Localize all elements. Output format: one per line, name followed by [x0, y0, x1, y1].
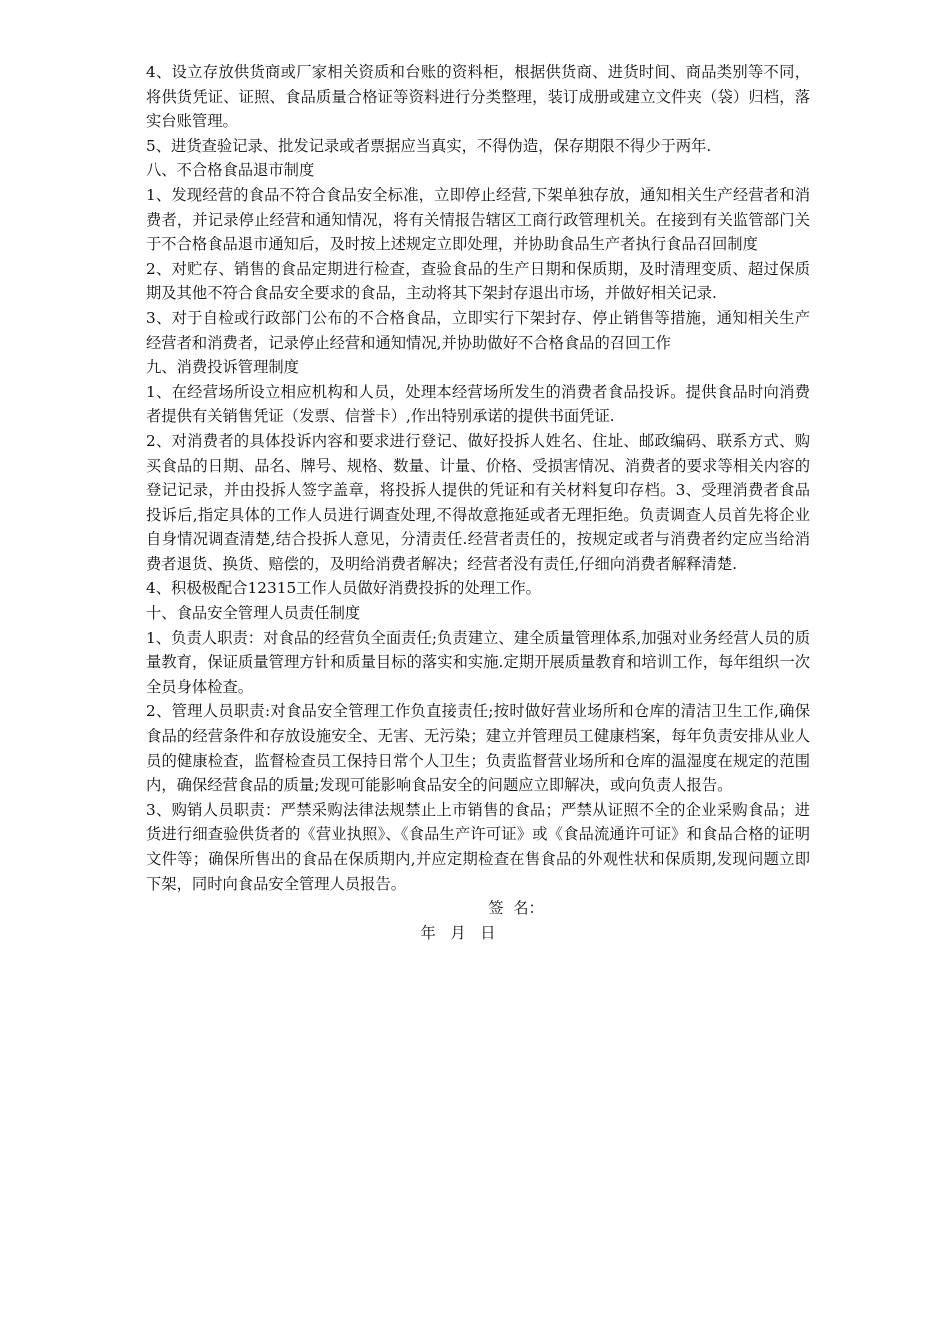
date-line: 年 月 日 — [420, 923, 496, 942]
body-paragraph: 1、在经营场所设立相应机构和人员，处理本经营场所发生的消费者食品投诉。提供食品时向消费者提供有关销售凭证（发票、信誉卡）,作出特别承诺的提供书面凭证. — [146, 382, 810, 426]
body-paragraph: 2、管理人员职责:对食品安全管理工作负直接责任;按时做好营业场所和仓库的清洁卫生工作,确保食品的经营条件和存放设施安全、无害、无污染；建立并管理员工健康档案，每年负责安排从业人员的健康检查，监督检查员工保持日常个人卫生；负责监督营业场所和仓库的温湿度在规定的范围内，确保经营食品的质量;发现可能影响食品安全的问题应立即解决，或向负责人报告。 — [146, 702, 810, 795]
body-paragraph: 1、负责人职责：对食品的经营负全面责任;负责建立、建全质量管理体系,加强对业务经营人员的质量教育，保证质量管理方针和质量目标的落实和实施.定期开展质量教育和培训工作，每年组织一次全员身体检查。 — [146, 628, 810, 696]
signature-line: 签 名： — [488, 899, 544, 918]
document-body — [146, 60, 810, 896]
body-paragraph: 3、购销人员职责：严禁采购法律法规禁止上市销售的食品；严禁从证照不全的企业采购食品；进货进行细查验供货者的《营业执照》、《食品生产许可证》或《食品流通许可证》和食品合格的证明文件等；确保所售出的食品在保质期内,并应定期检查在售食品的外观性状和保质期,发现问题立即下架，同时向食品安全管理人员报告。 — [146, 800, 810, 893]
document-page — [146, 60, 810, 945]
body-paragraph: 1、发现经营的食品不符合食品安全标准，立即停止经营,下架单独存放，通知相关生产经营者和消费者，并记录停止经营和通知情况，将有关情报告辖区工商行政管理机关。在接到有关监管部门关于不合格食品退市通知后，及时按上述规定立即处理，并协助食品生产者执行食品召回制度 — [146, 185, 810, 254]
body-paragraph: 2、对消费者的具体投诉内容和要求进行登记、做好投拆人姓名、住址、邮政编码、联系方式、购买食品的日期、品名、牌号、规格、数量、计量、价格、受损害情况、消费者的要求等相关内容的登记记录，并由投拆人签字盖章，将投拆人提供的凭证和有关材料复印存档。3、受理消费者食品投诉后,指定具体的工作人员进行调查处理,不得故意拖延或者无理拒绝。负责调查人员首先将企业自身情况调查清楚,结合投拆人意见，分清责任.经营者责任的，按规定或者与消费者约定应当给消费者退货、换货、赔偿的，及明给消费者解决；经营者没有责任,仔细向消费者解释清楚. — [146, 431, 810, 573]
body-paragraph: 2、对贮存、销售的食品定期进行检查，查验食品的生产日期和保质期，及时清理变质、超过保质期及其他不符合食品安全要求的食品，主动将其下架封存退出市场，并做好相关记录. — [146, 259, 810, 303]
body-paragraph: 5、进货查验记录、批发记录或者票据应当真实，不得伪造，保存期限不得少于两年. — [146, 136, 712, 155]
body-paragraph: 4、积极极配合12315工作人员做好消费投拆的处理工作。 — [146, 579, 541, 598]
body-paragraph: 3、对于自检或行政部门公布的不合格食品，立即实行下架封存、停止销售等措施，通知相关生产经营者和消费者，记录停止经营和通知情况,并协助做好不合格食品的召回工作 — [146, 308, 810, 352]
section-heading: 八、不合格食品退市制度 — [146, 161, 315, 180]
section-heading: 十、食品安全管理人员责任制度 — [146, 604, 361, 623]
body-paragraph: 4、设立存放供货商或厂家相关资质和台账的资料柜，根据供货商、进货时间、商品类别等不同，将供货凭证、证照、食品质量合格证等资料进行分类整理，装订成册或建立文件夹（袋）归档，落实台账管理。 — [146, 63, 810, 131]
section-heading: 九、消费投诉管理制度 — [146, 358, 299, 377]
